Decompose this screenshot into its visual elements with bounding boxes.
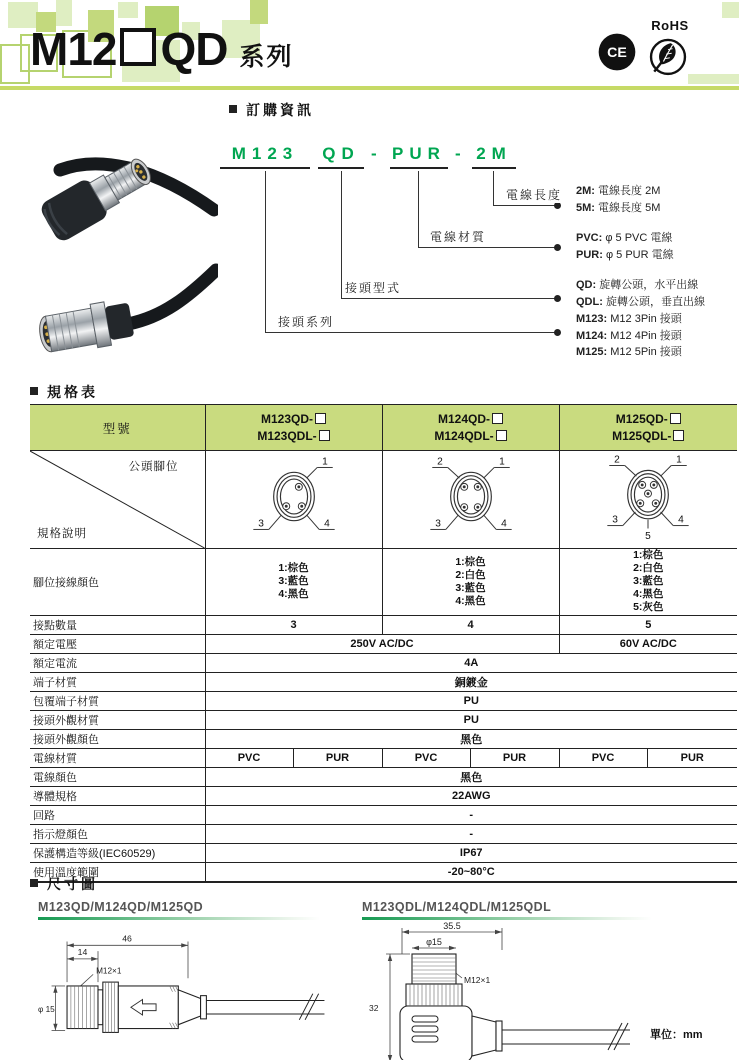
diagonal-top-label: 公頭腳位 bbox=[128, 461, 179, 473]
drawing-title-qd: M123QD/M124QD/M125QD bbox=[38, 900, 204, 914]
model-checkbox bbox=[315, 413, 326, 424]
section-title-spec: 規格表 bbox=[30, 382, 98, 402]
option-item: QDL: 旋轉公頭，垂直出線 bbox=[576, 295, 705, 308]
row-cable-material: 電線材質 PVC PUR PVC PUR PVC PUR bbox=[30, 749, 737, 768]
svg-text:5: 5 bbox=[645, 531, 652, 543]
tree-line bbox=[418, 247, 557, 248]
row-contact-count: 接點數量 3 4 5 bbox=[30, 616, 737, 635]
svg-text:1: 1 bbox=[498, 456, 505, 468]
option-item: M123: M12 3Pin 接頭 bbox=[576, 313, 682, 325]
option-item: M124: M12 4Pin 接頭 bbox=[576, 329, 682, 342]
rohs-label: RoHS bbox=[651, 18, 689, 33]
part-number-dash: - bbox=[371, 144, 377, 163]
pin-diagram-3pin bbox=[205, 451, 382, 549]
model-header-m123: M123QD- M123QDL- bbox=[205, 405, 382, 451]
diagonal-bottom-label: 規格說明 bbox=[37, 528, 87, 540]
svg-text:14: 14 bbox=[77, 947, 88, 957]
deco-square bbox=[118, 2, 138, 18]
part-number-length: 2M bbox=[472, 144, 516, 169]
svg-text:3: 3 bbox=[612, 514, 619, 526]
model-checkbox bbox=[319, 430, 330, 441]
svg-text:4: 4 bbox=[500, 518, 507, 530]
tree-line bbox=[341, 171, 342, 298]
tree-dot bbox=[554, 295, 561, 302]
dimension-drawing-qdl bbox=[362, 900, 672, 1060]
row-protection: 保護構造等級(IEC60529) IP67 bbox=[30, 844, 737, 863]
svg-text:3: 3 bbox=[434, 518, 441, 530]
option-item: 2M: 電線長度 2M bbox=[576, 185, 661, 197]
square-bullet-icon bbox=[30, 387, 38, 395]
dimension-drawing-qd bbox=[38, 900, 338, 1055]
header-rule-light bbox=[688, 74, 739, 84]
ce-logo bbox=[597, 32, 637, 72]
options-connector-type bbox=[576, 277, 705, 310]
square-bullet-icon bbox=[30, 879, 38, 887]
svg-text:4: 4 bbox=[323, 518, 330, 530]
model-label-cell: 型號 bbox=[30, 405, 205, 451]
title-model: QD bbox=[160, 23, 228, 75]
svg-text:4: 4 bbox=[678, 514, 685, 526]
model-checkbox bbox=[670, 413, 681, 424]
model-header-m125: M125QD- M125QDL- bbox=[559, 405, 737, 451]
options-cable-length bbox=[576, 183, 660, 216]
tree-dot bbox=[554, 244, 561, 251]
option-item: QD: 旋轉公頭，水平出線 bbox=[576, 279, 699, 291]
row-rated-voltage: 額定電壓 250V AC/DC 60V AC/DC bbox=[30, 635, 737, 654]
row-rated-current: 額定電流 4A bbox=[30, 654, 737, 673]
model-header-m124: M124QD- M124QDL- bbox=[382, 405, 559, 451]
svg-text:35.5: 35.5 bbox=[443, 921, 461, 931]
part-number-type: QD bbox=[318, 144, 364, 169]
title-placeholder-box bbox=[120, 28, 156, 66]
series-label: 系列 bbox=[239, 43, 294, 71]
section-title-ordering: 訂購資訊 bbox=[229, 100, 314, 120]
option-item: M125: M12 5Pin 接頭 bbox=[576, 346, 682, 358]
header-rule bbox=[0, 86, 739, 90]
row-temp-range: 使用溫度範圍 -20~80°C bbox=[30, 863, 737, 882]
svg-text:2: 2 bbox=[436, 456, 443, 468]
table-header-row bbox=[30, 405, 737, 451]
unit-note: 單位：mm bbox=[650, 1029, 703, 1041]
svg-text:φ15: φ15 bbox=[426, 937, 442, 947]
row-indicator-color: 指示燈顏色 - bbox=[30, 825, 737, 844]
option-item: PUR: φ 5 PUR 電線 bbox=[576, 248, 674, 261]
row-circuit: 回路 - bbox=[30, 806, 737, 825]
diagonal-header-cell bbox=[30, 451, 205, 549]
branch-label-connector-type: 接頭型式 bbox=[345, 281, 402, 295]
row-cable-color: 電線顏色 黑色 bbox=[30, 768, 737, 787]
qd-technical-drawing bbox=[38, 920, 338, 1050]
model-checkbox bbox=[673, 430, 684, 441]
section-title-dimensions: 尺寸圖 bbox=[30, 874, 98, 894]
options-cable-material bbox=[576, 230, 674, 263]
model-checkbox bbox=[492, 413, 503, 424]
svg-text:M12×1: M12×1 bbox=[464, 975, 491, 985]
branch-label-connector-series: 接頭系列 bbox=[278, 315, 335, 329]
qdl-technical-drawing bbox=[362, 920, 662, 1060]
svg-text:46: 46 bbox=[122, 933, 132, 944]
option-item: 5M: 電線長度 5M bbox=[576, 201, 661, 214]
svg-text:3: 3 bbox=[257, 518, 264, 530]
pin-diagram-5pin bbox=[559, 451, 737, 549]
svg-text:1: 1 bbox=[321, 456, 328, 468]
drawing-title-qdl: M123QDL/M124QDL/M125QDL bbox=[362, 900, 552, 914]
part-number-series: M123 bbox=[220, 144, 310, 169]
svg-text:φ 15: φ 15 bbox=[38, 1005, 55, 1015]
pin-diagram-row bbox=[30, 451, 737, 549]
branch-label-cable-length: 電線長度 bbox=[506, 188, 563, 202]
product-photo bbox=[8, 152, 218, 365]
tree-line bbox=[265, 171, 266, 332]
svg-text:2: 2 bbox=[614, 454, 621, 466]
row-pin-colors: 腳位接線顏色 1:棕色 3:藍色 4:黑色 1:棕色 2:白色 3:藍色 4:黑色 1:棕色 2:白色 3:藍色 4:黑色 5:灰色 bbox=[30, 549, 737, 616]
tree-line bbox=[265, 332, 557, 333]
tree-line bbox=[341, 298, 557, 299]
pin-diagram-4pin bbox=[382, 451, 559, 549]
square-bullet-icon bbox=[229, 105, 237, 113]
option-item: PVC: φ 5 PVC 電線 bbox=[576, 232, 673, 244]
tree-line bbox=[493, 205, 557, 206]
row-terminal-material: 端子材質 銅鍍金 bbox=[30, 673, 737, 692]
svg-text:32: 32 bbox=[369, 1003, 379, 1013]
deco-square bbox=[722, 2, 739, 18]
page-title bbox=[30, 22, 294, 76]
row-housing-color: 接頭外觀顏色 黑色 bbox=[30, 730, 737, 749]
model-checkbox bbox=[496, 430, 507, 441]
svg-text:M12×1: M12×1 bbox=[96, 966, 122, 976]
tree-dot bbox=[554, 329, 561, 336]
deco-square bbox=[250, 0, 268, 24]
row-terminal-cover: 包覆端子材質 PU bbox=[30, 692, 737, 711]
row-conductor: 導體規格 22AWG bbox=[30, 787, 737, 806]
svg-text:1: 1 bbox=[676, 454, 683, 466]
svg-text:CE: CE bbox=[607, 45, 627, 61]
part-number-material: PUR bbox=[390, 144, 448, 169]
branch-label-cable-material: 電線材質 bbox=[430, 230, 487, 244]
tree-line bbox=[418, 171, 419, 247]
part-number-dash: - bbox=[455, 144, 461, 163]
tree-line bbox=[493, 171, 494, 205]
row-housing-material: 接頭外觀材質 PU bbox=[30, 711, 737, 730]
rohs-leaf-icon bbox=[646, 34, 690, 78]
tree-dot bbox=[554, 202, 561, 209]
spec-table bbox=[30, 404, 737, 883]
title-prefix: M12 bbox=[30, 23, 117, 75]
options-connector-series bbox=[576, 311, 682, 361]
